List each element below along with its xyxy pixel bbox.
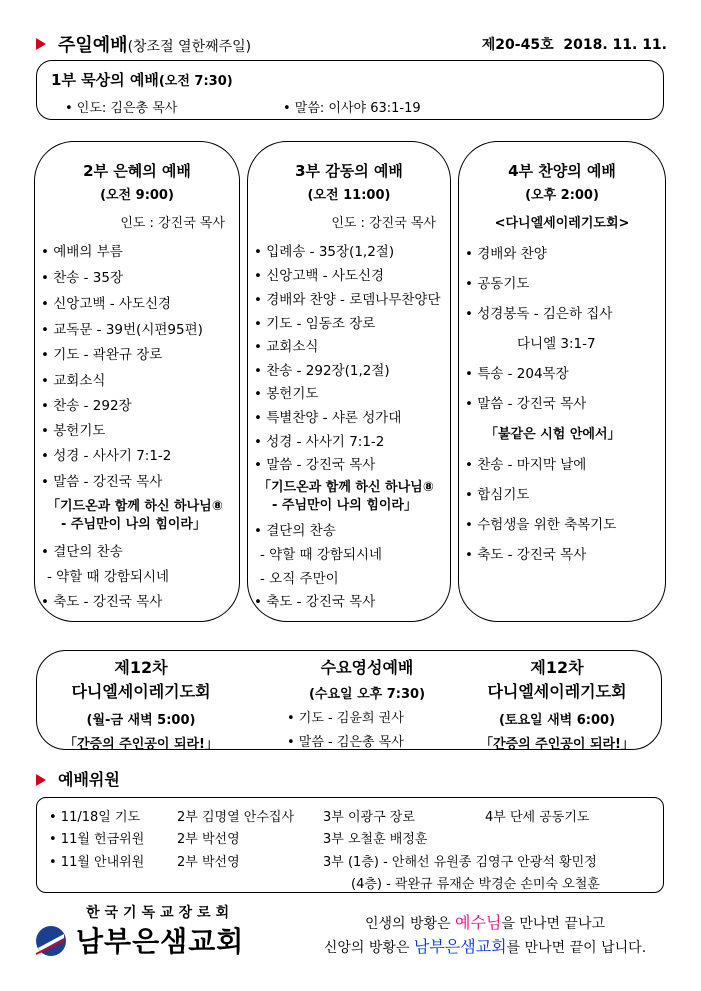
wednesday-sermon: • 말씀 - 김은총 목사 <box>287 735 404 750</box>
service2-closing-song: - 약할 때 강함되시네 <box>47 569 170 585</box>
dawn-prayer-title: 다니엘세이레기도회 <box>71 682 211 701</box>
list-item: • 말씀 - 강진국 목사 <box>465 396 587 412</box>
service4-title: 4부 찬양의 예배 <box>508 162 616 180</box>
service4-box <box>458 141 666 622</box>
list-item: • 기도 - 곽완규 장로 <box>41 347 163 363</box>
motto1-suffix: 을 만나면 끝나고 <box>501 916 605 932</box>
service1-title: 1부 묵상의 예배 <box>51 71 159 89</box>
list-item: • 찬송 - 마지막 날에 <box>465 457 587 473</box>
service4-scripture: 다니엘 3:1-7 <box>517 336 596 352</box>
list-item: • 예배의 부름 <box>41 244 123 260</box>
dawn-prayer-weekday <box>37 655 245 752</box>
service2-sermon-title: 「기드온과 함께 하신 하나님⑧ <box>47 499 223 514</box>
committee-row3-label: • 11월 안내위원 <box>49 855 145 870</box>
service1-leader: • 인도: 김은총 목사 <box>65 101 178 116</box>
list-item: • 기도 - 임동조 장로 <box>254 316 376 332</box>
committee-row1-3: 3부 이광구 장로 <box>323 810 415 825</box>
list-item: • 봉헌기도 <box>254 386 319 402</box>
service4-sermon-title: 「불같은 시험 안에서」 <box>485 427 621 442</box>
wednesday-service <box>277 655 457 750</box>
committee-row4-3: (4층) - 곽완규 류재순 박경순 손미숙 오철훈 <box>351 877 600 892</box>
issue-date: 2018. 11. 11. <box>563 37 667 53</box>
committee-row3-3: 3부 (1층) - 안해선 유원종 김영구 안광석 황민정 <box>323 855 597 870</box>
service4-subtitle: <다니엘세이레기도회> <box>494 216 630 231</box>
service3-sermon-subtitle: - 주님만이 나의 힘이라」 <box>272 498 417 513</box>
list-item: • 입례송 - 35장(1,2절) <box>254 244 395 260</box>
page-title: 주일예배 <box>58 35 128 56</box>
service3-closing-song-1: - 약할 때 강함되시네 <box>260 547 383 563</box>
motto1-prefix: 인생의 방황은 <box>365 916 456 932</box>
service2-closing: • 결단의 찬송 <box>41 544 123 560</box>
list-item: • 교회소식 <box>41 373 106 389</box>
page-header <box>58 31 251 57</box>
list-item: • 교독문 - 39번(시편95편) <box>41 322 203 338</box>
list-item: • 찬송 - 35장 <box>41 270 124 286</box>
issue-info <box>482 34 667 54</box>
service2-time: (오전 9:00) <box>100 188 174 203</box>
service3-closing-song-2: - 오직 주만이 <box>260 571 339 587</box>
issue-number: 제20-45호 <box>481 37 554 53</box>
committee-row1-4: 4부 단세 공동기도 <box>485 810 590 825</box>
service3-sermon-title: 「기드온과 함께 하신 하나님⑧ <box>258 480 434 495</box>
list-item: • 찬송 - 292장(1,2절) <box>254 363 390 379</box>
list-item: • 성경 - 사사기 7:1-2 <box>41 448 172 464</box>
list-item: • 말씀 - 강진국 목사 <box>41 474 163 490</box>
service1-sermon: • 말씀: 이사야 63:1-19 <box>283 101 421 116</box>
service3-time: (오전 11:00) <box>307 188 391 203</box>
motto1-highlight: 예수님 <box>455 913 502 932</box>
service3-leader: 인도 : 강진국 목사 <box>331 216 436 231</box>
weekday-services-box <box>36 650 662 750</box>
saturday-prayer-time: (토요일 새벽 6:00) <box>498 713 616 728</box>
wednesday-prayer: • 기도 - 김윤희 권사 <box>287 711 404 726</box>
list-item: • 공동기도 <box>465 276 530 292</box>
list-item: • 합심기도 <box>465 487 530 503</box>
service1-box <box>36 60 664 120</box>
church-logo-icon <box>34 924 68 958</box>
service2-sermon-subtitle: - 주님만이 나의 힘이라」 <box>61 517 206 532</box>
list-item: • 특별찬양 - 샤론 성가대 <box>254 410 402 426</box>
list-item: • 특송 - 204목장 <box>465 366 569 382</box>
dawn-prayer-round: 제12차 <box>114 658 168 677</box>
service4-time: (오후 2:00) <box>525 188 599 203</box>
list-item: • 성경봉독 - 김은하 집사 <box>465 306 613 322</box>
committee-row3-2: 2부 박선영 <box>177 855 240 870</box>
service1-time: (오전 7:30) <box>158 74 233 89</box>
section-marker-icon <box>36 38 46 50</box>
list-item: • 성경 - 사사기 7:1-2 <box>254 434 385 450</box>
list-item: • 수험생을 위한 축복기도 <box>465 517 617 533</box>
service3-benediction: • 축도 - 강진국 목사 <box>254 594 376 610</box>
list-item: • 말씀 - 강진국 목사 <box>254 457 376 473</box>
committee-box <box>36 797 664 893</box>
committee-row2-label: • 11월 헌금위원 <box>49 832 145 847</box>
dawn-prayer-theme: 「간증의 주인공이 되라!」 <box>63 737 218 752</box>
list-item: • 찬송 - 292장 <box>41 398 132 414</box>
committee-row2-3: 3부 오철훈 배정훈 <box>323 832 428 847</box>
denomination-name: 한국기독교장로회 <box>86 905 235 921</box>
church-motto-line2 <box>300 934 670 957</box>
church-motto-line1 <box>310 910 660 933</box>
committee-title: 예배위원 <box>58 770 120 789</box>
list-item: • 경배와 찬양 - 로뎀나무찬양단 <box>254 292 441 308</box>
service3-title: 3부 감동의 예배 <box>295 162 403 180</box>
dawn-prayer-time: (월-금 새벽 5:00) <box>86 713 196 728</box>
service2-box <box>34 141 240 622</box>
church-name: 남부은샘교회 <box>76 925 245 958</box>
wednesday-title: 수요영성예배 <box>320 658 414 677</box>
saturday-prayer-title: 다니엘세이레기도회 <box>487 682 627 701</box>
service3-box <box>247 141 451 622</box>
page-subtitle: (창조절 열한째주일) <box>127 39 252 55</box>
dawn-prayer-saturday <box>453 655 661 752</box>
list-item: • 신앙고백 - 사도신경 <box>254 268 385 284</box>
list-item: • 경배와 찬양 <box>465 246 547 262</box>
committee-row2-2: 2부 박선영 <box>177 832 240 847</box>
section-marker-icon <box>36 774 46 786</box>
list-item: • 축도 - 강진국 목사 <box>465 547 587 563</box>
service3-closing: • 결단의 찬송 <box>254 523 336 539</box>
motto2-highlight: 남부은샘교회 <box>413 937 507 956</box>
saturday-prayer-round: 제12차 <box>530 658 584 677</box>
motto2-prefix: 신앙의 방황은 <box>323 940 414 956</box>
committee-row1-2: 2부 김명열 안수집사 <box>177 810 294 825</box>
service2-leader: 인도 : 강진국 목사 <box>120 216 225 231</box>
list-item: • 신앙고백 - 사도신경 <box>41 296 172 312</box>
list-item: • 교회소식 <box>254 339 319 355</box>
list-item: • 봉헌기도 <box>41 423 106 439</box>
motto2-suffix: 를 만나면 끝이 납니다. <box>506 940 647 956</box>
committee-row1-label: • 11/18일 기도 <box>49 810 141 825</box>
service2-title: 2부 은혜의 예배 <box>83 162 191 180</box>
saturday-prayer-theme: 「간증의 주인공이 되라!」 <box>479 737 634 752</box>
service2-benediction: • 축도 - 강진국 목사 <box>41 594 163 610</box>
wednesday-time: (수요일 오후 7:30) <box>308 687 426 702</box>
